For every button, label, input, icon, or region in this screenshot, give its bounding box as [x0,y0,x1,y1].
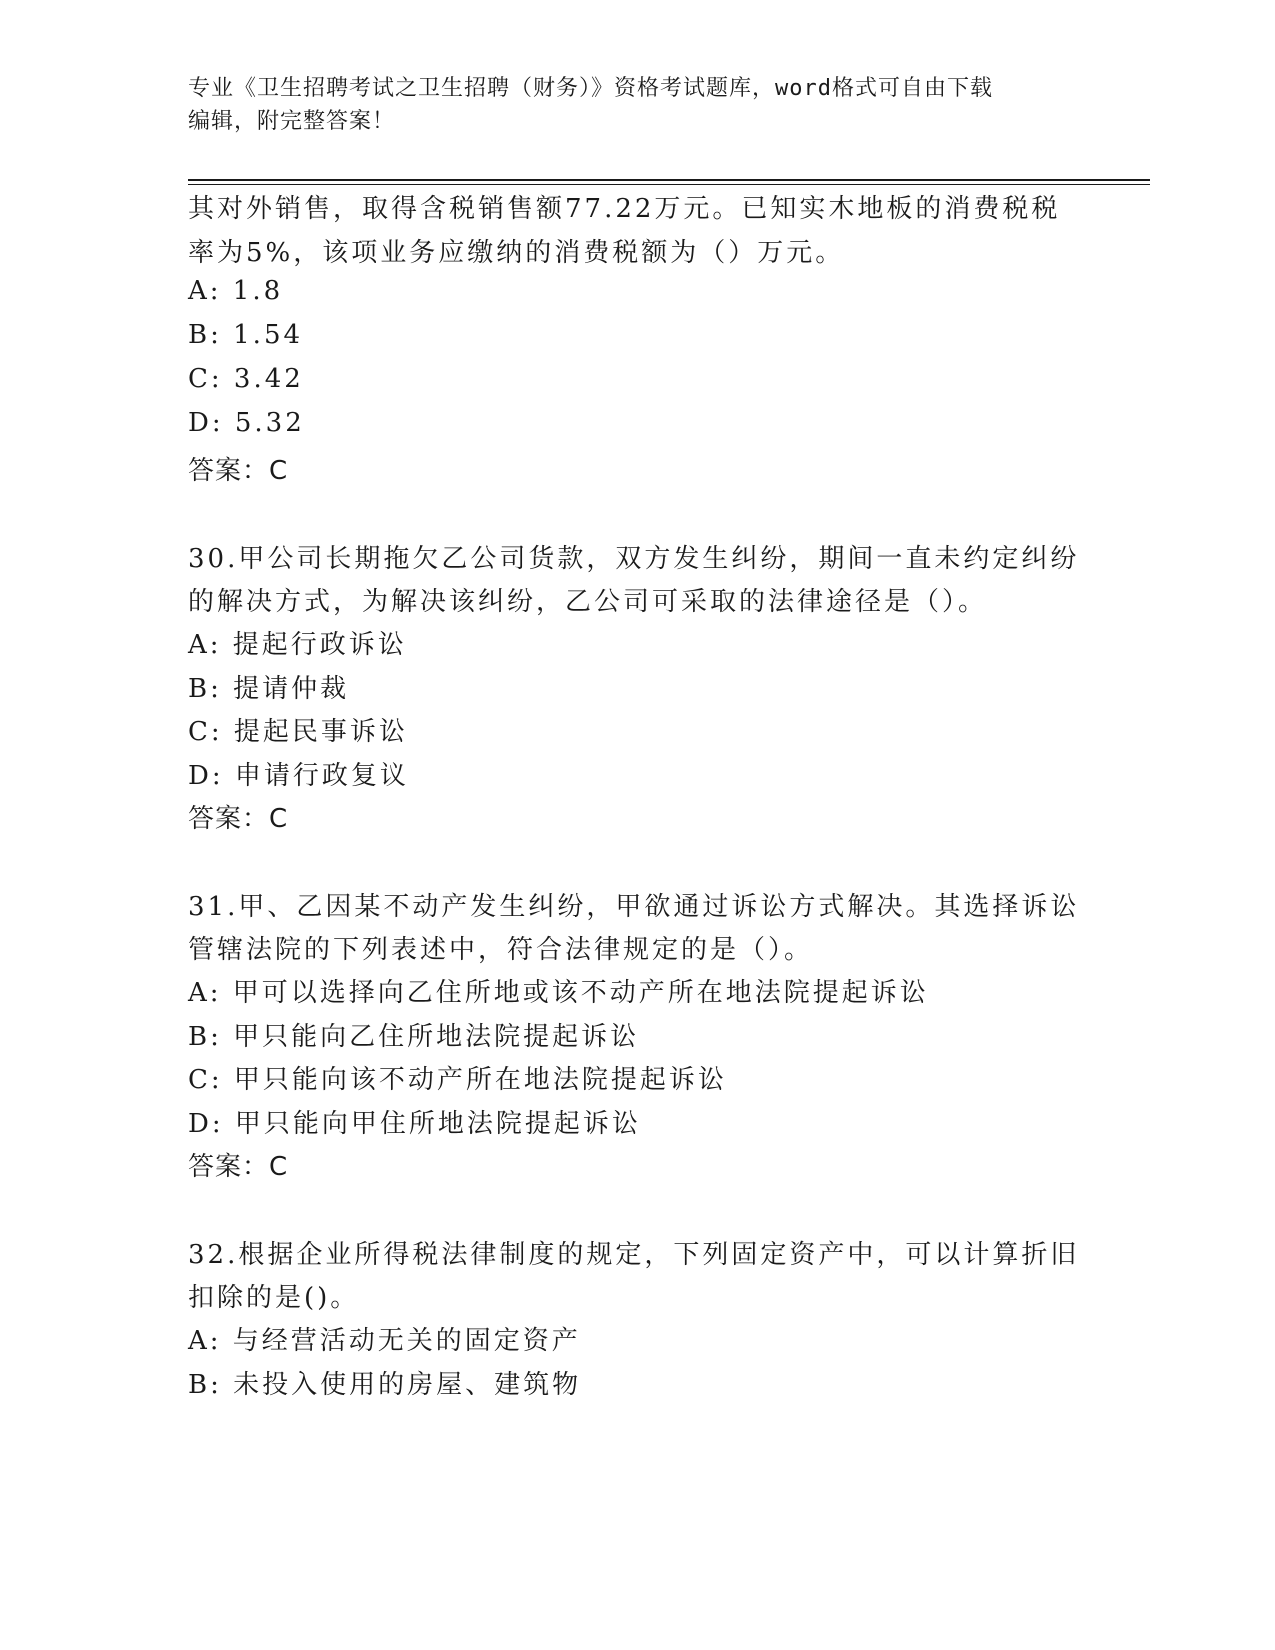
option-a: A: 甲可以选择向乙住所地或该不动产所在地法院提起诉讼 [188,978,929,1008]
header-divider-thick [188,179,1150,181]
option-c: C: 提起民事诉讼 [188,717,408,747]
page-header [188,72,1088,138]
option-a: A: 与经营活动无关的固定资产 [188,1326,581,1356]
header-divider-thin [188,184,1150,185]
question-stem-line: 31.甲、乙因某不动产发生纠纷，甲欲通过诉讼方式解决。其选择诉讼 [188,892,1080,922]
answer-line: 答案：C [188,1152,289,1182]
question-stem-line: 32.根据企业所得税法律制度的规定，下列固定资产中，可以计算折旧 [188,1240,1080,1270]
option-b: B: 1.54 [188,320,304,350]
option-d: D: 甲只能向甲住所地法院提起诉讼 [188,1109,641,1139]
option-b: B: 甲只能向乙住所地法院提起诉讼 [188,1022,640,1052]
option-b: B: 未投入使用的房屋、建筑物 [188,1370,582,1400]
answer-line: 答案：C [188,456,289,486]
question-stem-line: 管辖法院的下列表述中，符合法律规定的是（）。 [188,935,814,965]
question-stem-line: 扣除的是()。 [188,1283,360,1313]
answer-line: 答案：C [188,804,289,834]
option-a: A: 提起行政诉讼 [188,630,407,660]
header-line-2: 编辑，附完整答案！ [188,109,396,134]
question-stem-line: 率为5%，该项业务应缴纳的消费税额为（）万元。 [188,238,845,268]
question-stem-line: 其对外销售，取得含税销售额77.22万元。已知实木地板的消费税税 [188,194,1061,224]
option-c: C: 甲只能向该不动产所在地法院提起诉讼 [188,1065,727,1095]
option-a: A: 1.8 [188,276,284,306]
option-c: C: 3.42 [188,364,304,394]
header-line-1: 专业《卫生招聘考试之卫生招聘（财务）》资格考试题库，word格式可自由下载 [188,76,993,101]
option-b: B: 提请仲裁 [188,674,350,704]
option-d: D: 申请行政复议 [188,761,409,791]
question-stem-line: 的解决方式，为解决该纠纷，乙公司可采取的法律途径是（）。 [188,587,988,617]
option-d: D: 5.32 [188,408,305,438]
question-stem-line: 30.甲公司长期拖欠乙公司货款，双方发生纠纷，期间一直未约定纠纷 [188,544,1080,574]
